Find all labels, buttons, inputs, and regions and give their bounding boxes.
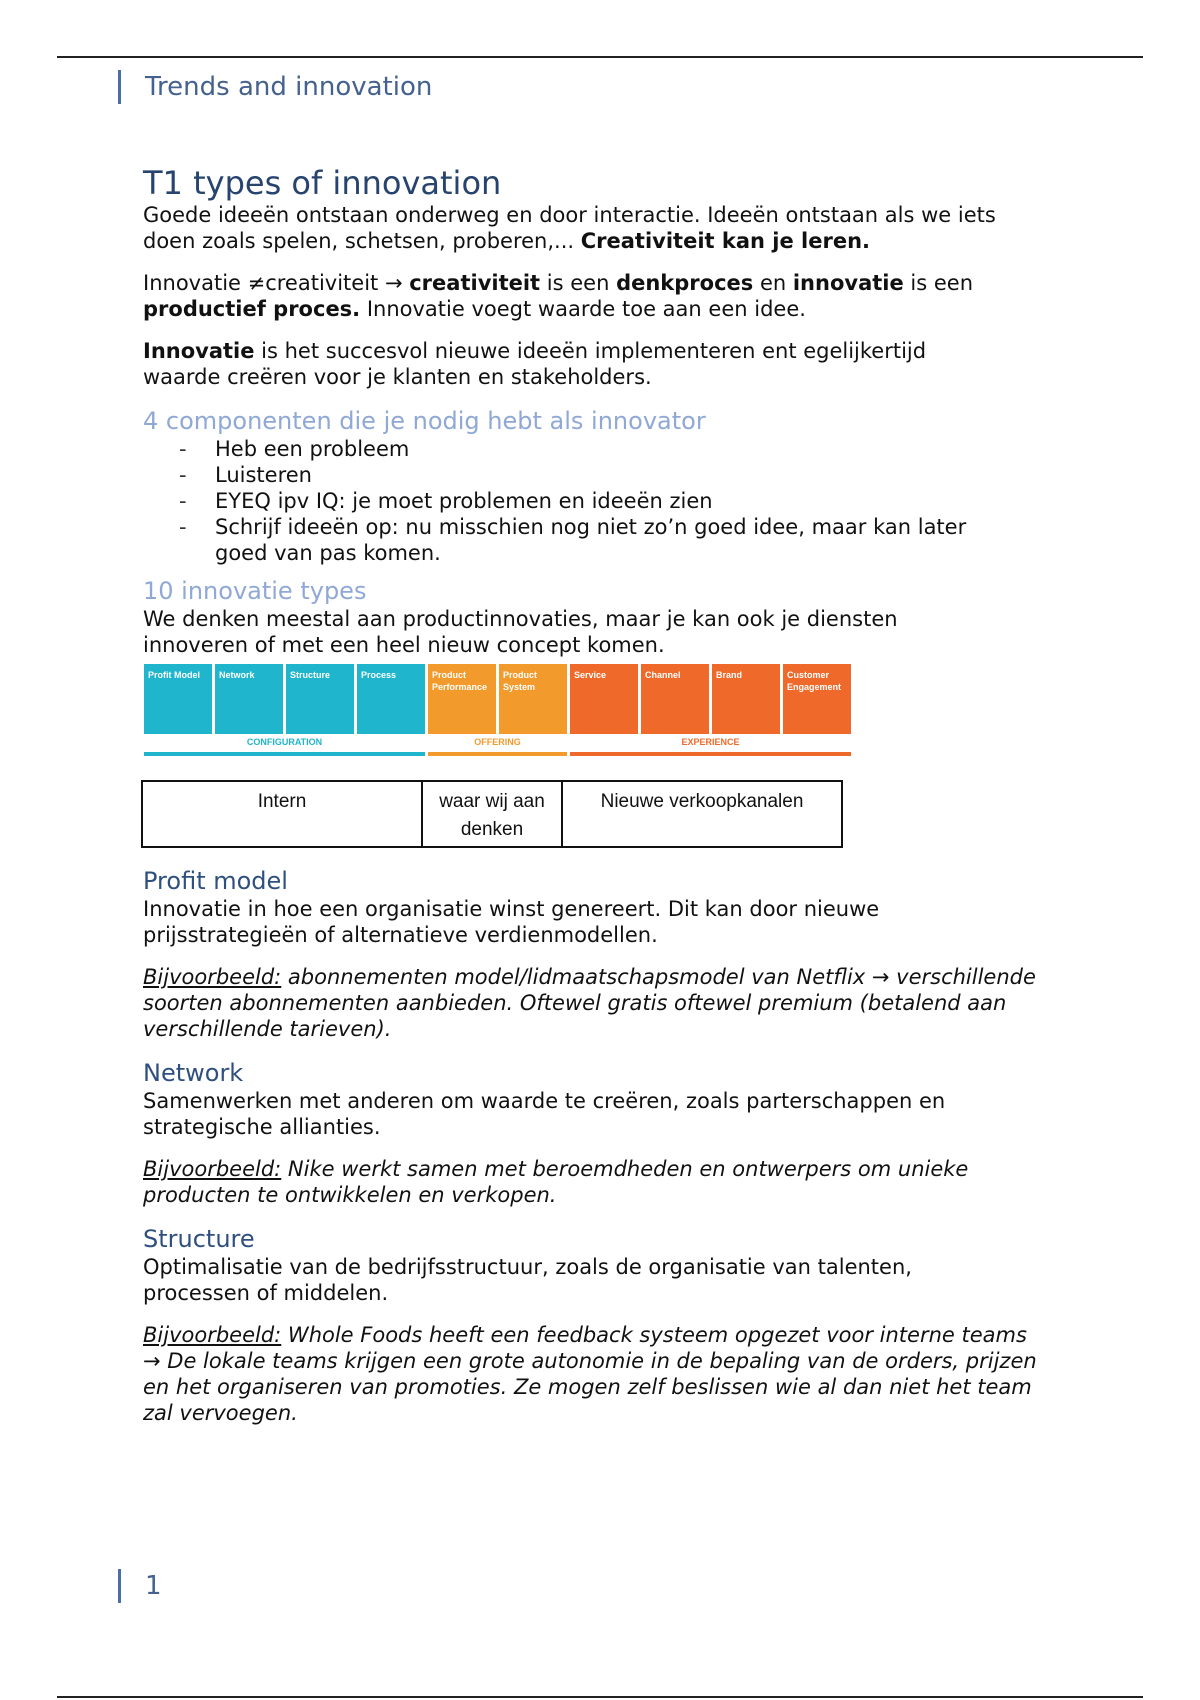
tile-label: Customer Engagement	[787, 670, 842, 692]
intro-p2-c: is een	[540, 271, 617, 295]
tile-label: Product Performance	[432, 670, 488, 692]
intro-p2-e: en	[753, 271, 793, 295]
example-text: Whole Foods heeft een feedback systeem opgezet voor interne teams → De lokale teams krijgen een grote autonomie in de bepaling van de orders, prijzen en het organiseren van promoties. Ze mogen zelf beslissen wie al dan niet het team zal vervoegen.	[143, 1323, 1037, 1425]
section-text: Innovatie in hoe een organisatie winst genereert. Dit kan door nieuwe prijsstrategieën of alternatieve verdienmodellen.	[143, 897, 880, 947]
intro-p3-bold: Innovatie	[143, 339, 255, 363]
tile-label: Profit Model	[148, 670, 200, 680]
intro-paragraph-1	[143, 202, 1043, 254]
dash-bullet: -	[179, 489, 187, 513]
intro-p2-i: Innovatie voegt waarde toe aan een idee.	[360, 297, 806, 321]
components-list	[143, 436, 1023, 566]
dash-bullet: -	[179, 463, 187, 487]
section-network	[143, 1058, 1063, 1208]
table-cell-intern: Intern	[142, 781, 422, 847]
tile-process	[357, 664, 425, 734]
tile-label: Network	[219, 670, 255, 680]
table-cell-verkoopkanalen: Nieuwe verkoopkanalen	[562, 781, 842, 847]
header-title: Trends and innovation	[145, 72, 433, 102]
intro-p1-text: Goede ideeën ontstaan onderweg en door interactie. Ideeën ontstaan als we iets doen zoals spelen, schetsen, proberen,...	[143, 203, 996, 253]
list-item-text: EYEQ ipv IQ: je moet problemen en ideeën zien	[215, 489, 713, 513]
section-title: Profit model	[143, 867, 288, 895]
tile-label: Process	[361, 670, 397, 680]
innovation-table	[141, 780, 843, 848]
page-footer	[118, 1569, 162, 1603]
tile-network	[215, 664, 283, 734]
group-label-configuration: CONFIGURATION	[246, 737, 323, 747]
intro-p2-h: productief proces.	[143, 297, 361, 321]
tile-channel	[641, 664, 709, 734]
group-label-experience: EXPERIENCE	[681, 737, 740, 747]
example-text: Nike werkt samen met beroemdheden en ontwerpers om unieke producten te ontwikkelen en verkopen.	[143, 1157, 969, 1207]
list-item	[143, 514, 1023, 566]
section-title: Network	[143, 1059, 244, 1087]
example-label: Bijvoorbeeld:	[143, 1323, 282, 1347]
tile-brand	[712, 664, 780, 734]
table-cell-waar-wij: waar wij aan denken	[422, 781, 562, 847]
page-title: T1 types of innovation	[143, 164, 502, 202]
page-number: 1	[145, 1571, 162, 1601]
group-label-offering: OFFERING	[474, 737, 521, 747]
tile-structure	[286, 664, 354, 734]
section-profit-model	[143, 866, 1063, 1042]
intro-p2-f: innovatie	[792, 271, 904, 295]
list-item	[143, 436, 1023, 462]
intro-p1-bold: Creativiteit kan je leren.	[580, 229, 871, 253]
tile-label: Brand	[716, 670, 743, 680]
intro-p2-a: Innovatie ≠creativiteit →	[143, 271, 410, 295]
intro-p2-d: denkproces	[616, 271, 754, 295]
section-title: Structure	[143, 1225, 255, 1253]
tile-label: Product System	[503, 670, 538, 692]
section-text: Optimalisatie van de bedrijfsstructuur, zoals de organisatie van talenten, processen of middelen.	[143, 1255, 912, 1305]
example-label: Bijvoorbeeld:	[143, 1157, 282, 1181]
section-example	[143, 964, 1063, 1042]
intro-p2-b: creativiteit	[409, 271, 541, 295]
innovation-types-graphic	[144, 664, 852, 764]
table-row	[142, 781, 842, 847]
top-rule	[57, 56, 1143, 58]
components-heading: 4 componenten die je nodig hebt als innovator	[143, 407, 706, 435]
types-text: We denken meestal aan productinnovaties, maar je kan ook je diensten innoveren of met een heel nieuw concept komen.	[143, 607, 898, 657]
intro-paragraph-2	[143, 270, 1043, 322]
intro-p2-g: is een	[903, 271, 974, 295]
tile-profit-model	[144, 664, 212, 734]
list-item	[143, 488, 1023, 514]
dash-bullet: -	[179, 515, 187, 539]
group-bar-offering	[428, 752, 567, 756]
list-item	[143, 462, 1023, 488]
list-item-text: Heb een probleem	[215, 437, 410, 461]
tile-label: Channel	[645, 670, 681, 680]
example-text: abonnementen model/lidmaatschapsmodel van Netflix → verschillende soorten abonnementen aanbieden. Oftewel gratis oftewel premium (betalend aan verschillende tarieven).	[143, 965, 1036, 1041]
section-text: Samenwerken met anderen om waarde te creëren, zoals parterschappen en strategische allianties.	[143, 1089, 946, 1139]
bottom-rule	[57, 1696, 1143, 1698]
section-example	[143, 1156, 1043, 1208]
intro-p3-rest: is het succesvol nieuwe ideeën implementeren ent egelijkertijd waarde creëren voor je klanten en stakeholders.	[143, 339, 927, 389]
section-structure	[143, 1224, 1063, 1426]
tile-label: Structure	[290, 670, 331, 680]
page-content	[143, 164, 1063, 1442]
intro-paragraph-3	[143, 338, 1003, 390]
list-item-text: Luisteren	[215, 463, 312, 487]
tile-product-system	[499, 664, 567, 734]
group-bar-experience	[570, 752, 851, 756]
types-heading: 10 innovatie types	[143, 577, 367, 605]
section-example	[143, 1322, 1048, 1426]
tile-service	[570, 664, 638, 734]
group-bar-configuration	[144, 752, 425, 756]
tile-product-performance	[428, 664, 496, 734]
tile-customer-engagement	[783, 664, 851, 734]
example-label: Bijvoorbeeld:	[143, 965, 282, 989]
list-item-text: Schrijf ideeën op: nu misschien nog niet zo’n goed idee, maar kan later goed van pas komen.	[215, 515, 967, 565]
dash-bullet: -	[179, 437, 187, 461]
tile-label: Service	[574, 670, 607, 680]
running-header	[118, 70, 432, 104]
